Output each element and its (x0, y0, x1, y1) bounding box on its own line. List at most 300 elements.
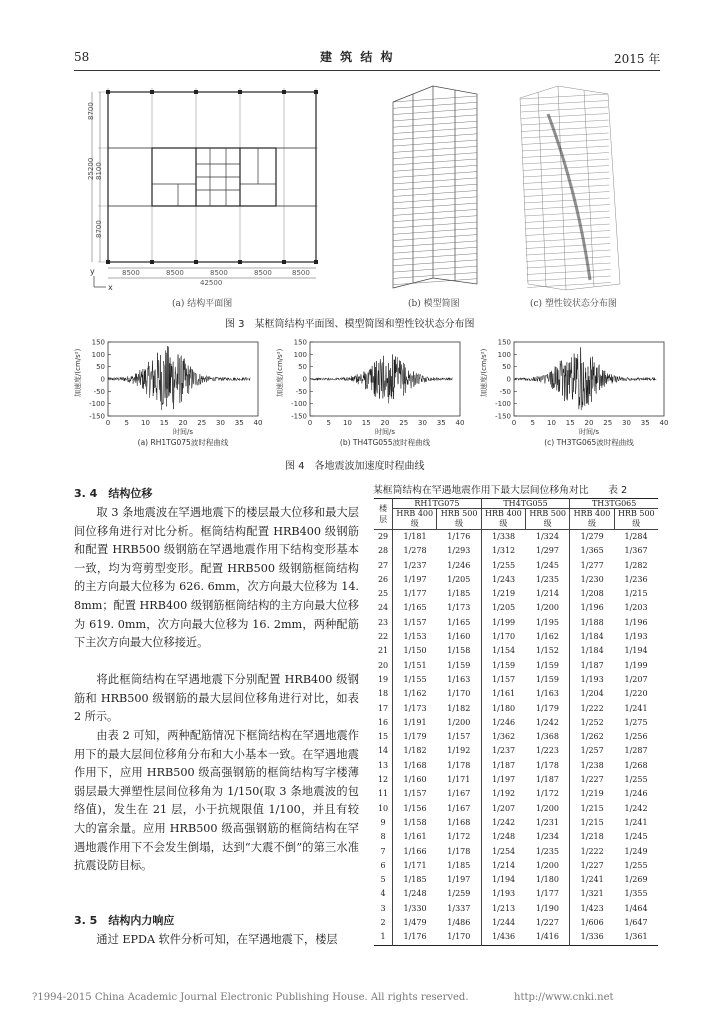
table-cell: 1/191 (403, 717, 427, 727)
table-cell: 1/252 (580, 717, 604, 727)
table-cell: 1/178 (437, 845, 481, 859)
fig3-caption-b: (b) 模型简图 (408, 299, 460, 309)
table-cell: 1/256 (624, 732, 648, 742)
table-cell: 1/200 (526, 859, 570, 873)
table-row (374, 587, 658, 601)
table-cell: 1/192 (492, 789, 516, 799)
table-cell: 1/464 (624, 903, 648, 913)
plan-dim-v3: 8700 (95, 220, 103, 238)
table-cell: 1/161 (492, 689, 516, 699)
table-cell: 1/367 (624, 546, 648, 556)
section-3-5-heading: 3. 5 结构内力响应 (74, 914, 175, 927)
fig4-xlabel: 时间/s (374, 428, 396, 436)
fig4-ytick-label: 0 (506, 375, 511, 384)
table-cell: 1/324 (526, 530, 570, 545)
table-cell: 1/245 (526, 559, 570, 573)
table-cell: 1/165 (403, 603, 427, 613)
table-cell: 1/160 (437, 630, 481, 644)
fig4-xtick-label: 10 (547, 419, 556, 427)
table-cell: 1/192 (437, 744, 481, 758)
fig4-xtick-label: 10 (141, 419, 150, 427)
table-cell: 1/163 (526, 687, 570, 701)
table-cell: 1/338 (492, 532, 516, 541)
table-cell: 1/361 (624, 932, 648, 942)
fig4-ylabel: 加速度/(cm/s²) (480, 348, 488, 397)
table-cell: 1/207 (492, 803, 516, 813)
table-cell-floor: 6 (374, 859, 393, 873)
table-cell: 1/238 (580, 760, 604, 770)
fig4-xtick-label: 15 (565, 419, 575, 427)
table-cell: 1/214 (492, 860, 516, 870)
fig4-ytick-label: 50 (298, 363, 307, 372)
table-cell: 1/234 (526, 830, 570, 844)
table-row (374, 716, 658, 730)
plan-dim-h2: 8500 (166, 269, 184, 277)
table-cell: 1/203 (624, 603, 648, 613)
fig4-caption: (b) TH4TG055波时程曲线 (339, 438, 431, 447)
table-cell: 1/222 (580, 846, 604, 856)
fig3-caption-a: (a) 结构平面图 (172, 299, 233, 309)
fig3-caption-c: (c) 塑性铰状态分布图 (530, 299, 617, 309)
table-row (374, 601, 658, 615)
table-cell: 1/163 (437, 673, 481, 687)
table-cell-floor: 24 (374, 601, 393, 615)
table-row (374, 916, 658, 930)
fig4-xtick-label: 25 (197, 419, 207, 427)
table-cell-floor: 5 (374, 873, 393, 887)
table2-header-group-2: TH4TG055 (481, 499, 570, 509)
table-cell: 1/196 (624, 617, 648, 627)
table-cell: 1/223 (526, 744, 570, 758)
table-cell: 1/176 (437, 530, 481, 545)
table-row (374, 859, 658, 873)
table-cell: 1/336 (580, 932, 604, 942)
table-cell: 1/159 (526, 659, 570, 673)
table-cell: 1/184 (580, 632, 604, 642)
table-cell: 1/278 (403, 546, 427, 556)
fig4-ytick-label: 100 (91, 350, 105, 359)
table2-body (374, 530, 658, 946)
table-cell: 1/245 (624, 832, 648, 842)
table-cell-floor: 21 (374, 644, 393, 658)
table-cell-floor: 26 (374, 573, 393, 587)
table-cell: 1/156 (403, 803, 427, 813)
table-cell: 1/208 (580, 589, 604, 599)
fig4-ylabel: 加速度/(cm/s²) (276, 348, 284, 397)
fig4-ytick-label: 150 (91, 338, 105, 347)
table-cell: 1/181 (403, 532, 427, 541)
fig4-xtick-label: 30 (216, 419, 225, 427)
table2 (374, 498, 658, 946)
fig4-xlabel: 时间/s (578, 428, 600, 436)
table-cell: 1/423 (580, 903, 604, 913)
table-cell: 1/436 (492, 932, 516, 942)
table-cell: 1/287 (624, 746, 648, 756)
table-cell: 1/249 (624, 846, 648, 856)
plan-dim-h4: 8500 (254, 269, 272, 277)
table-cell: 1/184 (580, 646, 604, 656)
table-cell: 1/182 (403, 746, 427, 756)
table-cell: 1/246 (492, 717, 516, 727)
fig4-ytick-label: -150 (89, 412, 105, 421)
journal-name: 建 筑 结 构 (320, 50, 395, 64)
table-cell: 1/219 (580, 789, 604, 799)
table-cell: 1/187 (526, 773, 570, 787)
table-row (374, 530, 658, 545)
table-cell: 1/162 (526, 630, 570, 644)
fig4-xtick-label: 40 (659, 419, 669, 427)
table-cell: 1/155 (403, 674, 427, 684)
table-cell: 1/213 (492, 903, 516, 913)
fig4-svg (70, 336, 690, 446)
table-cell: 1/197 (492, 775, 516, 785)
table-cell: 1/259 (437, 887, 481, 901)
table-cell: 1/178 (437, 759, 481, 773)
plan-dim-v-total: 25200 (87, 157, 95, 180)
plan-dim-v2: 8100 (95, 162, 103, 180)
fig4-xtick-label: 5 (326, 419, 331, 427)
fig4-ytick-label: -50 (295, 387, 307, 396)
table-row (374, 702, 658, 716)
section-3-5-paragraph-1: 通过 EPDA 软件分析可知，在罕遇地震下，楼层 (96, 933, 338, 946)
table-cell: 1/159 (492, 660, 516, 670)
table-cell-floor: 19 (374, 673, 393, 687)
table-row (374, 644, 658, 658)
table-cell: 1/176 (403, 932, 427, 942)
table-cell: 1/168 (437, 816, 481, 830)
fig4-ytick-label: 150 (293, 338, 307, 347)
table-cell: 1/200 (526, 601, 570, 615)
table-row (374, 816, 658, 830)
footer-url: http://www.cnki.net (514, 992, 614, 1003)
fig4-caption: (a) RH1TG075波时程曲线 (137, 438, 229, 447)
table-cell: 1/277 (580, 560, 604, 570)
table-cell: 1/254 (492, 846, 516, 856)
table-cell: 1/185 (403, 875, 427, 885)
table-cell: 1/180 (526, 873, 570, 887)
table-cell-floor: 20 (374, 659, 393, 673)
fig4-xtick-label: 15 (159, 419, 169, 427)
table-cell-floor: 15 (374, 730, 393, 744)
table-cell: 1/293 (437, 544, 481, 558)
table-cell: 1/182 (437, 702, 481, 716)
table-row (374, 902, 658, 916)
table-cell: 1/200 (437, 716, 481, 730)
table-cell: 1/241 (580, 875, 604, 885)
table-row (374, 930, 658, 945)
table-cell-floor: 9 (374, 816, 393, 830)
plan-dim-h1: 8500 (122, 269, 140, 277)
table-cell-floor: 8 (374, 830, 393, 844)
table-cell: 1/179 (403, 732, 427, 742)
table-cell: 1/362 (492, 732, 516, 742)
table-cell: 1/173 (437, 601, 481, 615)
table-cell: 1/237 (403, 560, 427, 570)
table-cell: 1/255 (492, 560, 516, 570)
table-cell: 1/242 (526, 716, 570, 730)
table2-caption: 某框筒结构在罕遇地震作用下最大层间位移角对比 表 2 (373, 485, 628, 496)
table-cell: 1/199 (492, 617, 516, 627)
table-cell-floor: 17 (374, 702, 393, 716)
table-cell: 1/220 (624, 689, 648, 699)
table-cell: 1/167 (437, 787, 481, 801)
table-cell: 1/193 (580, 674, 604, 684)
table-cell: 1/330 (403, 903, 427, 913)
table-cell: 1/262 (580, 732, 604, 742)
table-cell-floor: 2 (374, 916, 393, 930)
table-row (374, 873, 658, 887)
table-cell: 1/197 (403, 574, 427, 584)
fig4-waveform (310, 354, 452, 403)
table2-subheader: HRB 500 级 (617, 509, 655, 528)
fig4-xtick-label: 35 (436, 419, 446, 427)
table-cell-floor: 13 (374, 759, 393, 773)
plastic-hinge-drawing (508, 84, 628, 294)
table-cell: 1/158 (403, 817, 427, 827)
table-cell: 1/159 (437, 659, 481, 673)
table-cell: 1/177 (403, 589, 427, 599)
fig4-ytick-label: -100 (89, 400, 105, 409)
table-cell: 1/279 (580, 532, 604, 541)
table-cell: 1/246 (624, 789, 648, 799)
table-cell-floor: 3 (374, 902, 393, 916)
table-row (374, 744, 658, 758)
table-cell: 1/241 (624, 703, 648, 713)
table-row (374, 802, 658, 816)
table-cell: 1/170 (437, 687, 481, 701)
table-cell-floor: 4 (374, 887, 393, 901)
table-cell: 1/194 (492, 875, 516, 885)
fig4-xtick-label: 10 (343, 419, 352, 427)
table-cell-floor: 16 (374, 716, 393, 730)
table-cell: 1/167 (437, 802, 481, 816)
table-cell-floor: 1 (374, 930, 393, 945)
fig4-ylabel: 加速度/(cm/s²) (74, 348, 82, 397)
table-cell: 1/257 (580, 746, 604, 756)
table-cell: 1/173 (403, 703, 427, 713)
fig4-ytick-label: 150 (497, 338, 511, 347)
table-cell: 1/236 (624, 574, 648, 584)
page-number: 58 (74, 50, 90, 64)
table-cell: 1/157 (403, 617, 427, 627)
table-cell: 1/246 (437, 559, 481, 573)
table-cell: 1/196 (580, 603, 604, 613)
fig4-ytick-label: -150 (291, 412, 307, 421)
table-cell: 1/193 (492, 889, 516, 899)
fig4-xtick-label: 25 (603, 419, 613, 427)
table-cell: 1/177 (526, 887, 570, 901)
table-cell: 1/337 (437, 902, 481, 916)
fig4-ytick-label: 100 (293, 350, 307, 359)
table2-subheader: HRB 400 级 (481, 509, 525, 530)
table-cell: 1/235 (526, 573, 570, 587)
table-cell: 1/479 (403, 918, 427, 928)
table-cell: 1/205 (437, 573, 481, 587)
table-cell: 1/185 (437, 587, 481, 601)
section-3-4-paragraph-1: 取 3 条地震波在罕遇地震下的楼层最大位移和最大层间位移角进行对比分析。框筒结构配置 HRB400 级钢筋和配置 HRB500 级钢筋在罕遇地震作用下结构变形基本一致，均为弯剪型变形。配置 HRB500 级钢筋框筒结构的主方向最大位移为 626. 6mm，次方向最大位移为 14. 8mm；配置 HRB400 级钢筋框筒结构的主方向最大位移为 619. 0mm，次方向最大位移为 16. 2mm，两种配筋下主次方向最大位移接近。 (74, 506, 359, 650)
table-cell-floor: 18 (374, 687, 393, 701)
table-cell: 1/187 (580, 660, 604, 670)
fig4-ytick-label: 100 (497, 350, 511, 359)
fig4-ytick-label: 50 (502, 363, 511, 372)
table-row (374, 544, 658, 558)
table-cell: 1/416 (526, 930, 570, 945)
fig4-title: 图 4 各地震波加速度时程曲线 (285, 461, 425, 472)
table-cell: 1/244 (492, 918, 516, 928)
fig4-xtick-label: 30 (622, 419, 631, 427)
table-cell: 1/269 (624, 875, 648, 885)
table-cell: 1/214 (526, 587, 570, 601)
table-cell: 1/162 (403, 689, 427, 699)
table-cell: 1/165 (437, 616, 481, 630)
table-cell: 1/197 (437, 873, 481, 887)
table-row (374, 845, 658, 859)
table-cell-floor: 22 (374, 630, 393, 644)
header-rule (74, 70, 660, 71)
table-cell: 1/215 (580, 817, 604, 827)
fig4-xtick-label: 40 (455, 419, 465, 427)
fig4-xtick-label: 35 (640, 419, 650, 427)
table-cell: 1/365 (580, 546, 604, 556)
table-cell: 1/160 (403, 775, 427, 785)
table-cell: 1/255 (624, 860, 648, 870)
table-cell: 1/215 (624, 589, 648, 599)
fig4-ytick-label: -150 (495, 412, 511, 421)
table-cell: 1/158 (437, 644, 481, 658)
table-cell: 1/171 (437, 773, 481, 787)
table2-header-group-3: TH3TG065 (570, 499, 658, 509)
table-cell: 1/152 (526, 644, 570, 658)
table2-header-group-1: RH1TG075 (393, 499, 482, 509)
table-cell: 1/195 (526, 616, 570, 630)
table-cell: 1/179 (526, 702, 570, 716)
table-cell: 1/199 (624, 660, 648, 670)
table-cell: 1/242 (492, 817, 516, 827)
table-cell: 1/172 (437, 830, 481, 844)
fig4-ytick-label: -50 (499, 387, 511, 396)
journal-year: 2015 年 (614, 52, 661, 66)
structure-plan-drawing (88, 84, 328, 294)
table-cell: 1/248 (403, 889, 427, 899)
fig4-xtick-label: 0 (105, 419, 111, 427)
table-cell: 1/230 (580, 574, 604, 584)
section-3-4-heading: 3. 4 结构位移 (74, 487, 153, 500)
plan-dim-h5: 8500 (292, 269, 310, 277)
table-row (374, 630, 658, 644)
plan-dim-h3: 8500 (210, 269, 228, 277)
table-cell: 1/170 (437, 930, 481, 945)
table-cell: 1/297 (526, 544, 570, 558)
table-cell: 1/171 (403, 860, 427, 870)
table-cell: 1/275 (624, 717, 648, 727)
table-cell: 1/200 (526, 802, 570, 816)
table-row (374, 887, 658, 901)
fig4-ytick-label: -50 (93, 387, 105, 396)
table-cell-floor: 29 (374, 530, 393, 545)
fig4-xlabel: 时间/s (172, 428, 194, 436)
table-cell: 1/178 (526, 759, 570, 773)
fig4-ytick-label: 50 (96, 363, 105, 372)
table-row (374, 773, 658, 787)
fig4-xtick-label: 20 (584, 419, 594, 427)
fig4-xtick-label: 20 (380, 419, 390, 427)
table-cell-floor: 10 (374, 802, 393, 816)
table-cell: 1/355 (624, 889, 648, 899)
table-cell: 1/207 (624, 674, 648, 684)
table2-header-floor: 楼层 (374, 499, 393, 530)
table-row (374, 573, 658, 587)
fig4-caption: (c) TH3TG065波时程曲线 (544, 438, 634, 447)
table-cell: 1/606 (580, 918, 604, 928)
table-row (374, 616, 658, 630)
table-cell: 1/486 (437, 916, 481, 930)
table-row (374, 673, 658, 687)
fig4-xtick-label: 15 (361, 419, 371, 427)
fig4-xtick-label: 40 (253, 419, 263, 427)
table2-subheader: HRB 500 级 (437, 509, 481, 530)
table-cell: 1/647 (624, 918, 648, 928)
table-cell: 1/161 (403, 832, 427, 842)
table-cell: 1/215 (580, 803, 604, 813)
table-cell: 1/157 (403, 789, 427, 799)
table-cell: 1/312 (492, 546, 516, 556)
fig4-xtick-label: 35 (234, 419, 244, 427)
table-cell: 1/235 (526, 845, 570, 859)
table-cell: 1/227 (526, 916, 570, 930)
table-cell: 1/185 (437, 859, 481, 873)
table-cell: 1/188 (580, 617, 604, 627)
fig4-waveform (108, 346, 250, 410)
table-cell: 1/282 (624, 560, 648, 570)
table-cell: 1/321 (580, 889, 604, 899)
fig4-xtick-label: 20 (178, 419, 188, 427)
table-cell: 1/218 (580, 832, 604, 842)
table-cell: 1/172 (526, 787, 570, 801)
fig4-ytick-label: 0 (302, 375, 307, 384)
table-cell: 1/242 (624, 803, 648, 813)
table-cell: 1/243 (492, 574, 516, 584)
table-cell: 1/187 (492, 760, 516, 770)
table-cell: 1/151 (403, 660, 427, 670)
table-row (374, 659, 658, 673)
table-cell-floor: 12 (374, 773, 393, 787)
table-cell: 1/205 (492, 603, 516, 613)
plan-dim-v1: 8700 (87, 102, 95, 120)
table-cell: 1/193 (624, 632, 648, 642)
table-cell: 1/222 (580, 703, 604, 713)
table-cell: 1/157 (492, 674, 516, 684)
plan-axis-x: x (108, 283, 113, 292)
model-sketch-drawing (385, 82, 485, 292)
table-cell: 1/194 (624, 646, 648, 656)
table-cell-floor: 27 (374, 559, 393, 573)
fig4-xtick-label: 5 (124, 419, 129, 427)
table-cell: 1/168 (403, 760, 427, 770)
table-row (374, 730, 658, 744)
table-cell: 1/180 (492, 703, 516, 713)
table-cell: 1/255 (624, 775, 648, 785)
table-cell: 1/190 (526, 902, 570, 916)
fig4-xtick-label: 5 (530, 419, 535, 427)
table-row (374, 687, 658, 701)
plan-axis-y: y (90, 267, 95, 276)
table-cell: 1/248 (492, 832, 516, 842)
table-cell: 1/368 (526, 730, 570, 744)
fig4-panels (70, 336, 690, 446)
fig4-ytick-label: -100 (291, 400, 307, 409)
table-cell: 1/268 (624, 760, 648, 770)
table-cell: 1/284 (624, 532, 648, 541)
